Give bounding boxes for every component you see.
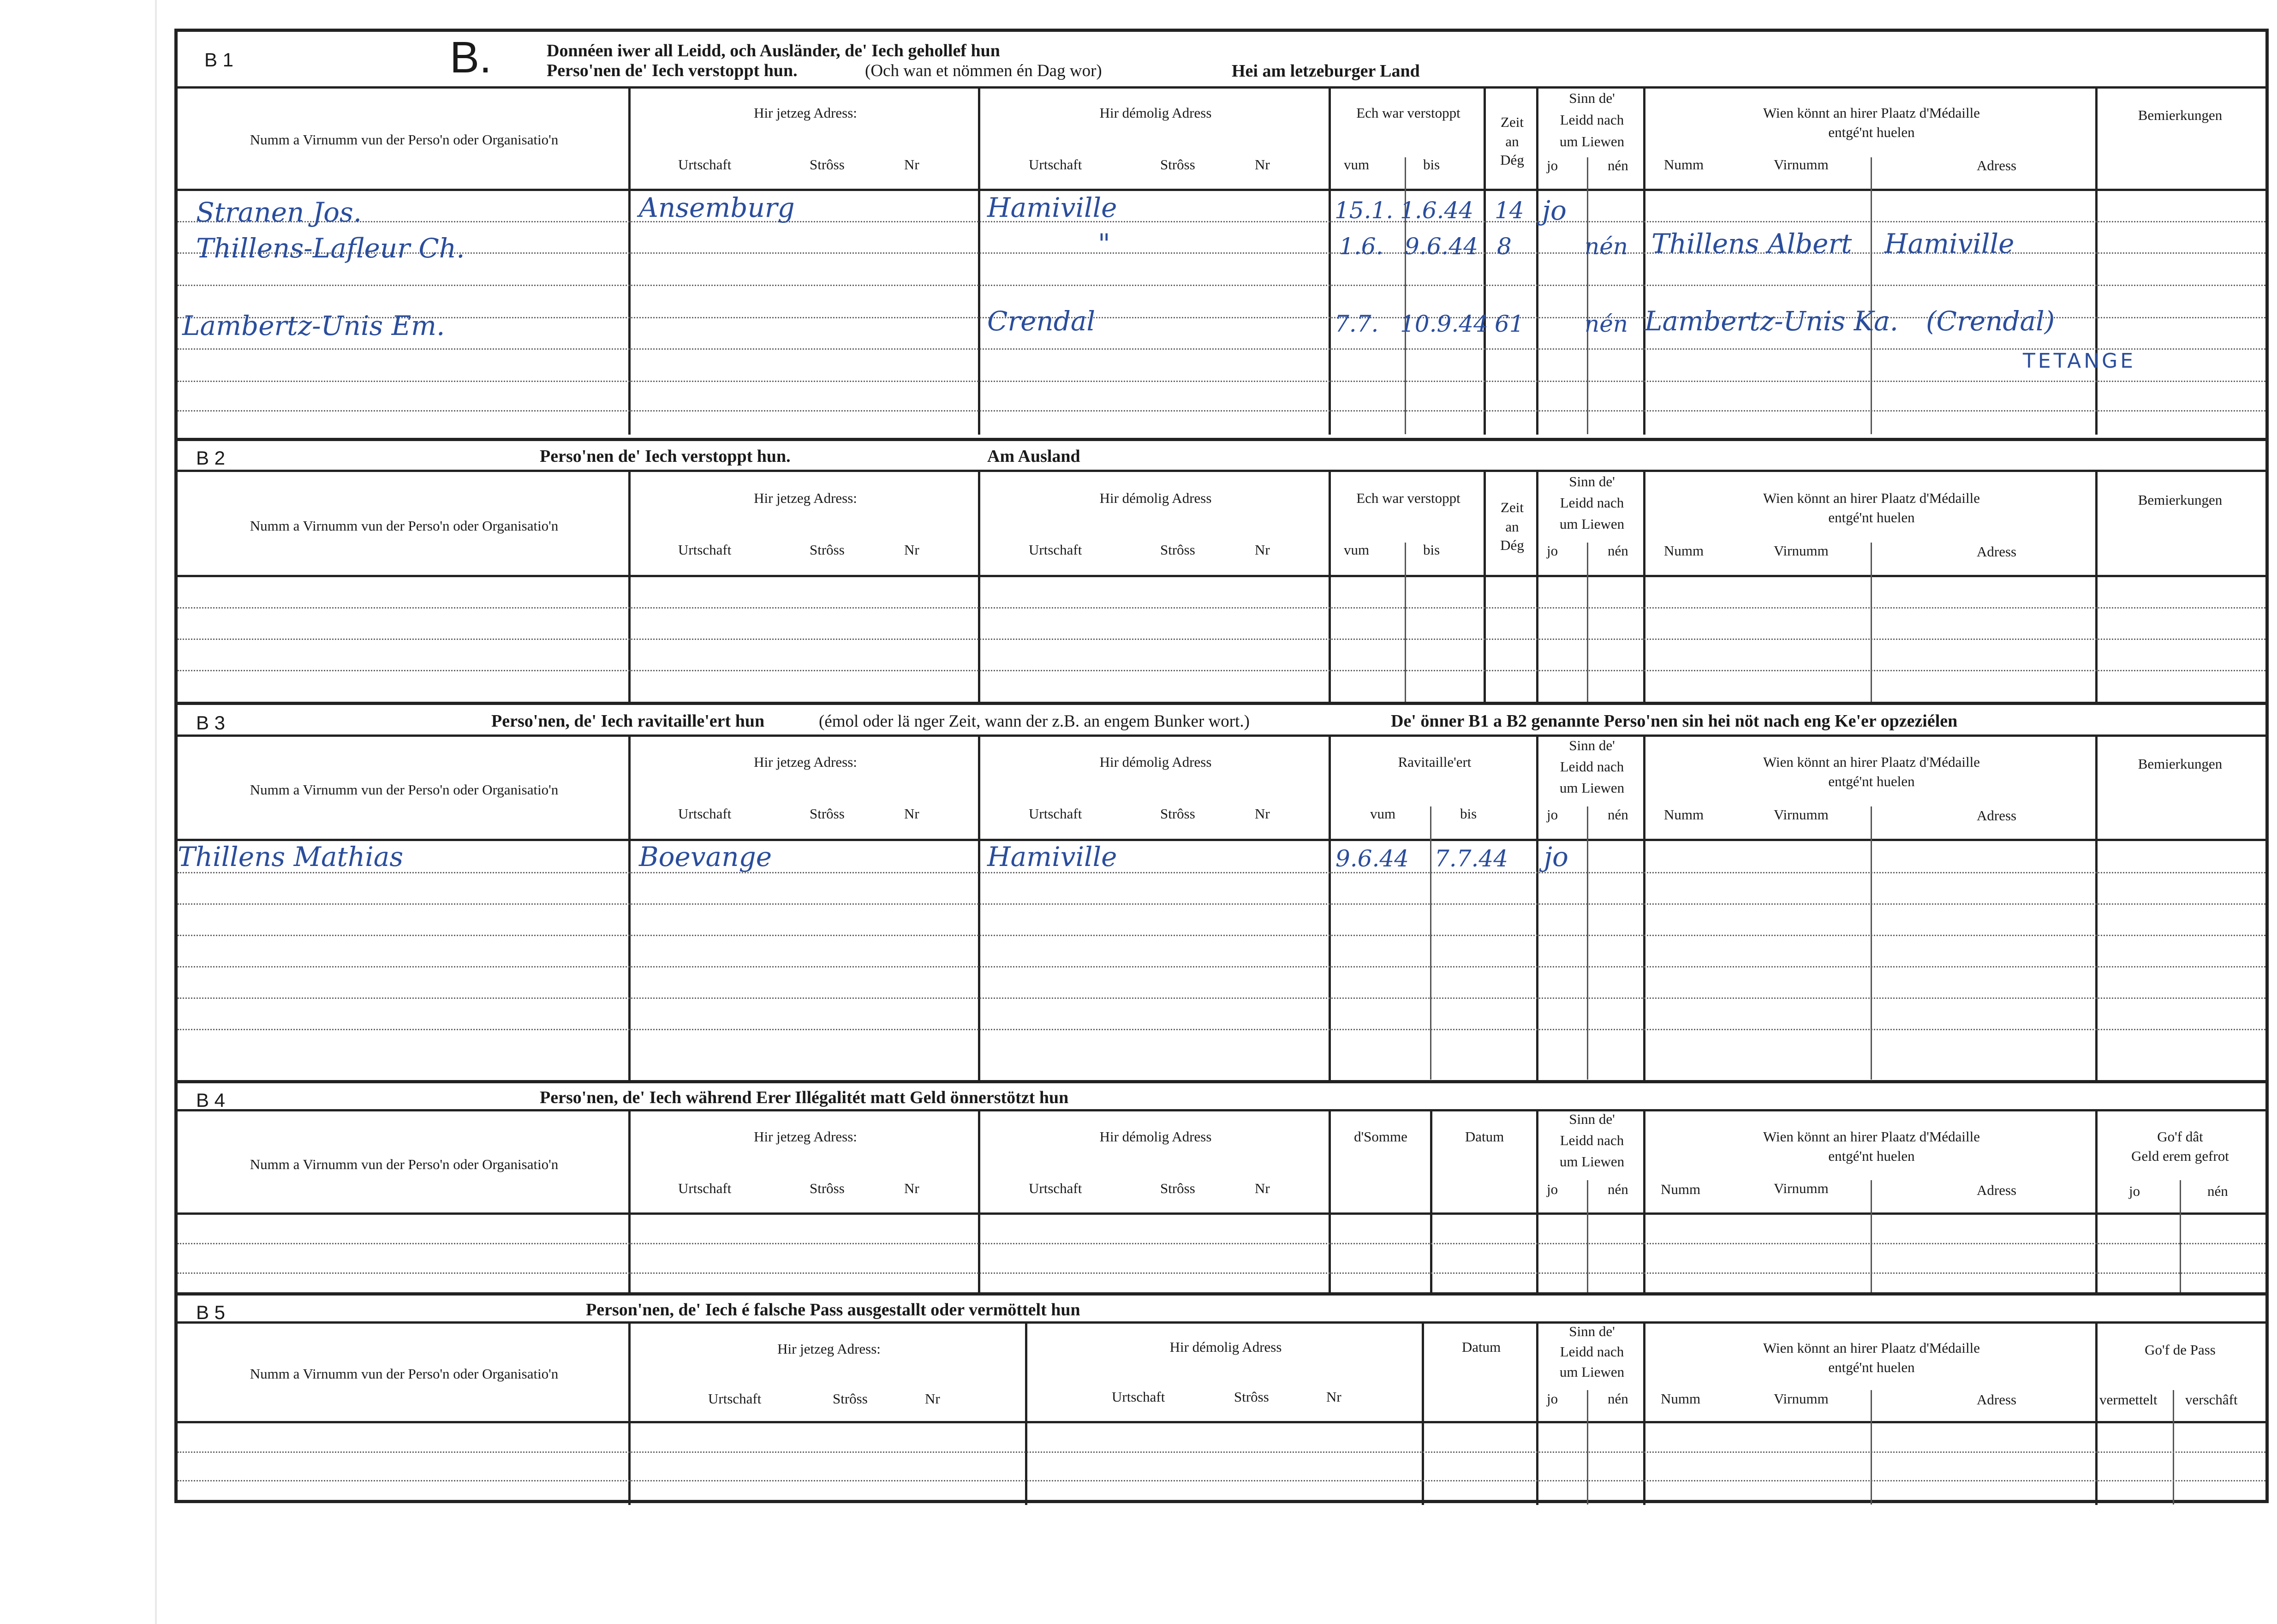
- entry-from: 15.1.: [1335, 197, 1394, 224]
- col-alive: um Liewen: [1559, 780, 1625, 796]
- section-place: Am Ausland: [987, 447, 1080, 466]
- section-letter: B.: [450, 33, 492, 82]
- entry-current-address: Ansemburg: [639, 192, 795, 223]
- section-note: (émol oder lä nger Zeit, wann der z.B. an engem Bunker wort.): [819, 712, 1250, 731]
- col-medal: Wien könnt an hirer Plaatz d'Médaille: [1763, 490, 1980, 506]
- entry-to: 7.7.44: [1435, 845, 1508, 872]
- col-former-address: Hir démolig Adress: [1099, 754, 1212, 770]
- col-number: Nr: [1326, 1389, 1341, 1405]
- col-medal: entgé'nt huelen: [1828, 1148, 1915, 1164]
- col-time: Dég: [1500, 537, 1524, 553]
- col-name: Numm a Virnumm vun der Perso'n oder Organisatio'n: [250, 131, 559, 148]
- section-title: Perso'nen de' Iech verstoppt hun.: [540, 447, 791, 466]
- col-alive: um Liewen: [1559, 1364, 1625, 1380]
- col-time: an: [1505, 133, 1519, 149]
- col-locality: Urtschaft: [1112, 1389, 1165, 1405]
- col-no: nén: [1608, 157, 1628, 173]
- col-from: vum: [1370, 806, 1396, 822]
- entry-days: 14: [1495, 197, 1524, 224]
- col-number: Nr: [1255, 156, 1270, 173]
- col-remarks: Bemierkungen: [2138, 492, 2223, 508]
- entry-from: 7.7.: [1335, 310, 1379, 337]
- col-firstname: Virnumm: [1774, 543, 1829, 559]
- section-title-2: Perso'nen de' Iech verstoppt hun.: [547, 61, 798, 80]
- col-number: Nr: [904, 1180, 919, 1196]
- col-no: nén: [2207, 1183, 2228, 1199]
- col-alive: Sinn de': [1569, 473, 1615, 490]
- col-from: vum: [1344, 542, 1370, 558]
- col-former-address: Hir démolig Adress: [1169, 1339, 1282, 1355]
- col-number: Nr: [904, 542, 919, 558]
- col-alive: um Liewen: [1559, 133, 1625, 149]
- col-no: nén: [1608, 543, 1628, 559]
- col-current-address: Hir jetzeg Adress:: [777, 1341, 881, 1357]
- section-b1: [178, 32, 2265, 438]
- section-code: B 2: [196, 447, 226, 469]
- col-name: Numm a Virnumm vun der Perso'n oder Organisatio'n: [250, 518, 559, 534]
- col-no: nén: [1608, 1391, 1628, 1407]
- col-firstname: Virnumm: [1774, 156, 1829, 173]
- entry-to: 9.6.44: [1405, 233, 1478, 260]
- col-number: Nr: [904, 806, 919, 822]
- form-sheet: [174, 29, 2269, 1503]
- col-addr: Adress: [1977, 157, 2017, 173]
- entry-former-address: Crendal: [987, 305, 1096, 337]
- col-addr: Adress: [1977, 543, 2017, 560]
- col-to: bis: [1423, 542, 1440, 558]
- col-locality: Urtschaft: [678, 156, 732, 173]
- col-medal: entgé'nt huelen: [1828, 124, 1915, 140]
- entry-current-address: Boevange: [639, 841, 772, 872]
- col-medal: Wien könnt an hirer Plaatz d'Médaille: [1763, 1128, 1980, 1145]
- entry-name: Thillens-Lafleur Ch.: [196, 233, 465, 264]
- col-pass: Go'f de Pass: [2145, 1342, 2216, 1358]
- col-yes: jo: [1547, 157, 1558, 173]
- section-code: B 5: [196, 1302, 226, 1323]
- col-supplied: Ravitaille'ert: [1398, 754, 1472, 770]
- col-addr: Adress: [1977, 1182, 2017, 1198]
- entry-name: Stranen Jos.: [196, 197, 362, 228]
- col-yes: jo: [1547, 1181, 1558, 1197]
- entry-medal-address-extra: TETANGE: [2023, 349, 2136, 373]
- entry-no: nén: [1585, 233, 1628, 260]
- entry-medal-name: Lambertz-Unis Ka.: [1645, 305, 1899, 337]
- col-medal: Wien könnt an hirer Plaatz d'Médaille: [1763, 1340, 1980, 1356]
- col-former-address: Hir démolig Adress: [1099, 490, 1212, 506]
- col-alive: Sinn de': [1569, 90, 1615, 106]
- col-alive: Sinn de': [1569, 1111, 1615, 1127]
- entry-medal-address: Hamiville: [1884, 228, 2015, 259]
- section-code: B 3: [196, 712, 226, 734]
- col-alive: Leidd nach: [1560, 495, 1624, 511]
- col-yes: jo: [2129, 1183, 2140, 1199]
- entry-to: 10.9.44: [1400, 310, 1488, 337]
- section-title: Donnéen iwer all Leidd, och Ausländer, de' Iech gehollef hun: [547, 41, 1000, 60]
- col-current-address: Hir jetzeg Adress:: [754, 105, 857, 121]
- col-alive: Sinn de': [1569, 1323, 1615, 1339]
- col-former-address: Hir démolig Adress: [1099, 1128, 1212, 1145]
- col-issued: verschâft: [2185, 1391, 2238, 1408]
- col-former-address: Hir démolig Adress: [1099, 105, 1212, 121]
- section-title: Perso'nen, de' Iech während Erer Illégalitét matt Geld önnerstötzt hun: [540, 1088, 1069, 1107]
- section-title: Perso'nen, de' Iech ravitaille'ert hun: [491, 711, 765, 731]
- col-locality: Urtschaft: [1029, 542, 1082, 558]
- col-surname: Numm: [1664, 156, 1704, 173]
- col-remarks: Bemierkungen: [2138, 107, 2223, 123]
- col-current-address: Hir jetzeg Adress:: [754, 490, 857, 506]
- col-hidden: Ech war verstoppt: [1356, 490, 1460, 506]
- col-street: Strôss: [810, 156, 845, 173]
- col-time: Dég: [1500, 152, 1524, 168]
- col-alive: Sinn de': [1569, 737, 1615, 753]
- col-yes: jo: [1547, 806, 1558, 823]
- col-addr: Adress: [1977, 1391, 2017, 1408]
- col-street: Strôss: [810, 542, 845, 558]
- col-mediated: vermettelt: [2099, 1391, 2158, 1408]
- col-name: Numm a Virnumm vun der Perso'n oder Organisatio'n: [250, 1366, 559, 1382]
- entry-no: nén: [1585, 310, 1628, 337]
- col-locality: Urtschaft: [1029, 806, 1082, 822]
- col-number: Nr: [1255, 542, 1270, 558]
- col-firstname: Virnumm: [1774, 806, 1829, 823]
- section-code: B 1: [204, 49, 234, 71]
- col-time: Zeit: [1501, 114, 1524, 130]
- section-b3: [178, 702, 2265, 1080]
- col-hidden: Ech war verstoppt: [1356, 105, 1460, 121]
- entry-days: 61: [1495, 310, 1524, 337]
- section-title: Person'nen, de' Iech é falsche Pass ausgestallt oder vermöttelt hun: [586, 1300, 1080, 1320]
- col-addr: Adress: [1977, 807, 2017, 824]
- entry-name: Lambertz-Unis Em.: [182, 310, 445, 341]
- col-medal: entgé'nt huelen: [1828, 509, 1915, 525]
- col-date: Datum: [1461, 1339, 1501, 1355]
- col-street: Strôss: [1160, 156, 1195, 173]
- col-sum: d'Somme: [1354, 1128, 1407, 1145]
- col-street: Strôss: [810, 806, 845, 822]
- entry-former-address: ": [1098, 228, 1110, 259]
- col-street: Strôss: [1160, 1180, 1195, 1196]
- col-alive: Leidd nach: [1560, 1343, 1624, 1360]
- col-street: Strôss: [833, 1391, 868, 1407]
- section-note-2: De' önner B1 a B2 genannte Perso'nen sin hei nöt nach eng Ke'er opzeziélen: [1391, 711, 1958, 731]
- entry-name: Thillens Mathias: [178, 841, 404, 872]
- col-firstname: Virnumm: [1774, 1391, 1829, 1407]
- col-to: bis: [1460, 806, 1477, 822]
- section-b5: [178, 1292, 2265, 1504]
- col-alive: Leidd nach: [1560, 758, 1624, 775]
- col-street: Strôss: [1160, 542, 1195, 558]
- section-b4: [178, 1080, 2265, 1292]
- col-surname: Numm: [1664, 806, 1704, 823]
- col-remarks: Bemierkungen: [2138, 756, 2223, 772]
- col-locality: Urtschaft: [708, 1391, 762, 1407]
- entry-yes: jo: [1542, 195, 1567, 226]
- col-no: nén: [1608, 806, 1628, 823]
- col-name: Numm a Virnumm vun der Perso'n oder Organisatio'n: [250, 1156, 559, 1172]
- col-gift: Go'f dât: [2157, 1128, 2203, 1145]
- col-locality: Urtschaft: [678, 1180, 732, 1196]
- col-number: Nr: [904, 156, 919, 173]
- col-current-address: Hir jetzeg Adress:: [754, 1128, 857, 1145]
- section-place: Hei am letzeburger Land: [1232, 61, 1420, 81]
- section-code: B 4: [196, 1089, 226, 1111]
- entry-days: 8: [1497, 233, 1512, 260]
- col-street: Strôss: [810, 1180, 845, 1196]
- col-yes: jo: [1547, 543, 1558, 559]
- col-locality: Urtschaft: [678, 806, 732, 822]
- col-number: Nr: [1255, 806, 1270, 822]
- entry-to: 1.6.44: [1400, 197, 1474, 224]
- col-firstname: Virnumm: [1774, 1180, 1829, 1196]
- col-date: Datum: [1465, 1128, 1504, 1145]
- entry-former-address: Hamiville: [987, 841, 1117, 872]
- col-street: Strôss: [1160, 806, 1195, 822]
- col-gift: Geld erem gefrot: [2131, 1148, 2229, 1164]
- col-medal: entgé'nt huelen: [1828, 773, 1915, 789]
- page-fold: [155, 0, 157, 1624]
- col-surname: Numm: [1661, 1181, 1701, 1197]
- col-time: an: [1505, 519, 1519, 535]
- col-current-address: Hir jetzeg Adress:: [754, 754, 857, 770]
- section-note: (Och wan et nömmen én Dag wor): [865, 61, 1102, 80]
- entry-medal-address: (Crendal): [1926, 305, 2055, 337]
- col-medal: Wien könnt an hirer Plaatz d'Médaille: [1763, 754, 1980, 770]
- col-street: Strôss: [1234, 1389, 1269, 1405]
- col-locality: Urtschaft: [1029, 156, 1082, 173]
- col-time: Zeit: [1501, 499, 1524, 515]
- col-number: Nr: [925, 1391, 940, 1407]
- col-alive: um Liewen: [1559, 516, 1625, 532]
- entry-former-address: Hamiville: [987, 192, 1117, 223]
- col-number: Nr: [1255, 1180, 1270, 1196]
- col-alive: Leidd nach: [1560, 112, 1624, 128]
- col-from: vum: [1344, 156, 1370, 173]
- entry-medal-name: Thillens Albert: [1651, 228, 1852, 259]
- col-yes: jo: [1547, 1391, 1558, 1407]
- col-name: Numm a Virnumm vun der Perso'n oder Organisatio'n: [250, 782, 559, 798]
- col-to: bis: [1423, 156, 1440, 173]
- col-locality: Urtschaft: [678, 542, 732, 558]
- entry-from: 1.6.: [1339, 233, 1383, 260]
- col-surname: Numm: [1664, 543, 1704, 559]
- col-alive: Leidd nach: [1560, 1132, 1624, 1148]
- entry-yes: jo: [1544, 841, 1568, 872]
- section-b2: [178, 438, 2265, 702]
- col-no: nén: [1608, 1181, 1628, 1197]
- col-medal: Wien könnt an hirer Plaatz d'Médaille: [1763, 105, 1980, 121]
- col-surname: Numm: [1661, 1391, 1701, 1407]
- col-medal: entgé'nt huelen: [1828, 1359, 1915, 1375]
- col-locality: Urtschaft: [1029, 1180, 1082, 1196]
- entry-from: 9.6.44: [1335, 845, 1409, 872]
- col-alive: um Liewen: [1559, 1153, 1625, 1170]
